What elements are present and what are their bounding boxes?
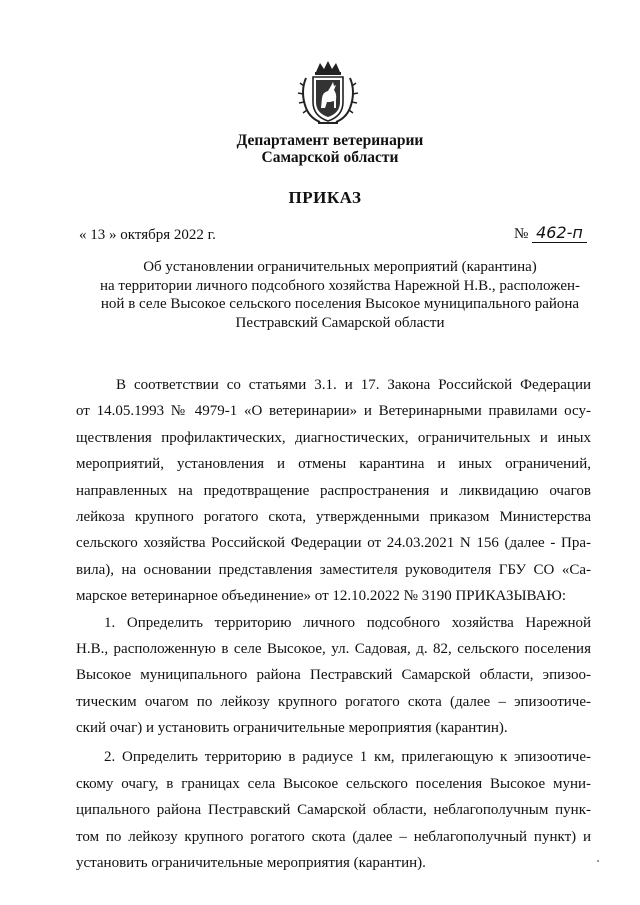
department-name-line1: Департамент ветеринарии bbox=[236, 132, 424, 149]
body-line: направленных на предотвращение распространения и ликвидацию очагов bbox=[76, 482, 591, 499]
clause-1-line: Высокое муниципального района Пестравский Самарской области, эпизоо- bbox=[76, 667, 591, 684]
scan-speck bbox=[597, 860, 599, 862]
clause-2-line: установить ограничительные мероприятия (карантин). bbox=[76, 855, 426, 872]
heading-line: ной в селе Высокое сельского поселения Высокое муниципального района bbox=[100, 296, 580, 312]
heading-line: Пестравский Самарской области bbox=[235, 314, 445, 331]
body-line: мероприятий, установления и отмены карантина и иных ограничений, bbox=[76, 456, 591, 473]
order-heading bbox=[60, 258, 620, 332]
department-name-line2: Самарской области bbox=[261, 149, 399, 166]
document-type-title: ПРИКАЗ bbox=[288, 188, 362, 207]
clause-2-line: 2. Определить территорию в радиусе 1 км, прилегающую к эпизоотиче- bbox=[104, 749, 591, 766]
body-line: вила), на основании представления заместителя руководителя ГБУ СО «Са- bbox=[76, 561, 591, 578]
body-line: от 14.05.1993 № 4979-1 «О ветеринарии» и Ветеринарными правилами осу- bbox=[76, 403, 591, 420]
number-sign: № bbox=[514, 226, 529, 242]
order-body bbox=[76, 372, 591, 876]
body-line: лейкоза крупного рогатого скота, утвержденными приказом Министерства bbox=[76, 508, 591, 525]
order-number bbox=[514, 223, 587, 243]
clause-2-line: том по лейкозу крупного рогатого скота (далее – неблагополучный пункт) и bbox=[76, 828, 591, 845]
heading-line: на территории личного подсобного хозяйства Нарежной Н.В., расположен- bbox=[99, 277, 581, 294]
clause-1-line: ский очаг) и установить ограничительные мероприятия (карантин). bbox=[76, 720, 508, 737]
handwritten-number: 462-п bbox=[532, 223, 587, 243]
body-line: В соответствии со статьями 3.1. и 17. Закона Российской Федерации bbox=[116, 377, 591, 393]
body-line: ществления профилактических, диагностических, ограничительных и иных bbox=[76, 429, 591, 446]
order-date: « 13 » октября 2022 г. bbox=[79, 227, 216, 243]
clause-1-line: 1. Определить территорию личного подсобного хозяйства Нарежной bbox=[104, 614, 591, 631]
clause-2-line: скому очагу, в границах села Высокое сельского поселения Высокое муни- bbox=[76, 775, 591, 792]
body-line: сельского хозяйства Российской Федерации от 24.03.2021 N 156 (далее - Пра- bbox=[76, 535, 591, 552]
body-line: марское ветеринарное объединение» от 12.10.2022 № 3190 ПРИКАЗЫВАЮ: bbox=[76, 588, 567, 605]
coat-of-arms-icon bbox=[296, 58, 360, 128]
clause-1-line: тическим очагом по лейкозу крупного рогатого скота (далее – эпизоотиче- bbox=[76, 693, 591, 710]
heading-line: Об установлении ограничительных мероприятий (карантина) bbox=[143, 259, 537, 275]
clause-1-line: Н.В., расположенную в селе Высокое, ул. Садовая, д. 82, сельского поселения bbox=[76, 640, 591, 657]
clause-2-line: ципального района Пестравский Самарской области, неблагополучным пунк- bbox=[76, 802, 591, 819]
